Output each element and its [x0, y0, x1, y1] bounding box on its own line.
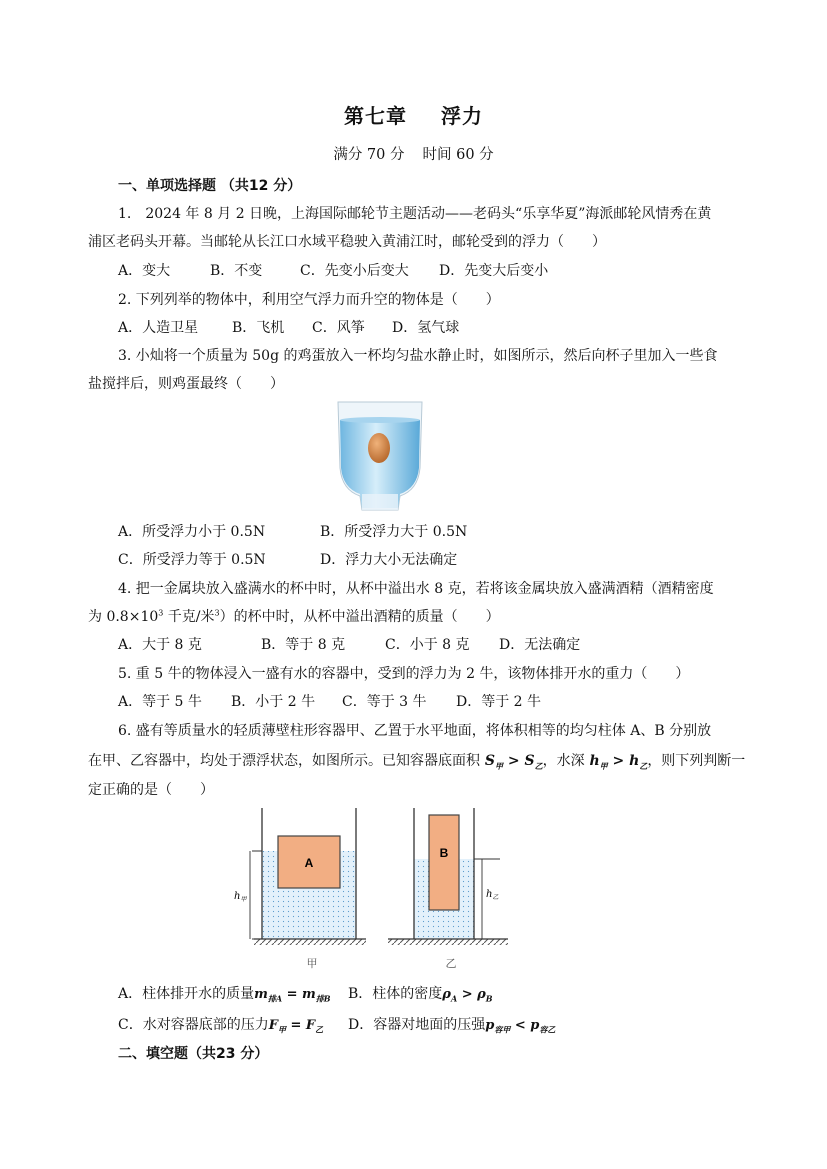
option-d[interactable]: D．氢气球	[392, 320, 460, 336]
question-6-line1: 6. 盛有等质量水的轻质薄壁柱形容器甲、乙置于水平地面，将体积相等的均匀柱体 A、B 分别放	[118, 723, 712, 739]
question-5-line1: 5. 重 5 牛的物体浸入一盛有水的容器中，受到的浮力为 2 牛，该物体排开水的重力（ ）	[118, 666, 690, 682]
option-a[interactable]: A．柱体排开水的质量$m_{排A} = m_{排B}$	[118, 986, 331, 1004]
question-3-line1: 3. 小灿将一个质量为 50g 的鸡蛋放入一杯均匀盐水静止时，如图所示，然后向杯子里加入一些食	[118, 348, 718, 364]
caption-yi: 乙	[445, 957, 457, 970]
question-6-line3: 定正确的是（ ）	[88, 782, 214, 798]
question-1-line1: 1. 2024 年 8 月 2 日晚，上海国际邮轮节主题活动——老码头“乐享华夏”海派邮轮风情秀在黄	[118, 206, 712, 222]
option-c[interactable]: C．风筝	[312, 320, 365, 336]
height-label-1: $h_甲$	[234, 891, 247, 903]
option-c[interactable]: C．所受浮力等于 0.5N	[118, 552, 266, 568]
option-c[interactable]: C．小于 8 克	[385, 637, 470, 653]
option-c[interactable]: C．水对容器底部的压力$F_甲 = F_乙$	[118, 1017, 324, 1035]
block-b	[429, 815, 459, 910]
option-b[interactable]: B．飞机	[232, 320, 285, 336]
exam-info: 满分 70 分 时间 60 分	[333, 147, 494, 163]
option-a[interactable]: A．变大	[118, 263, 171, 279]
question-4-line2: 为 $0.8\times 10^3$ 千克/米$^3$）的杯中时，从杯中溢出酒精的质量（ ）	[88, 608, 500, 625]
option-d[interactable]: D．容器对地面的压强$p_{容甲} < p_{容乙}$	[348, 1017, 556, 1035]
option-b[interactable]: B．不变	[210, 263, 263, 279]
height-label-2: $h_乙$	[486, 889, 499, 901]
section-heading-2: 二、填空题（共23 分）	[118, 1046, 269, 1062]
option-a[interactable]: A．等于 5 牛	[118, 694, 202, 710]
question-1-options	[118, 260, 548, 280]
section-heading: 一、单项选择题 （共12 分）	[118, 178, 302, 194]
question-6-options-row1	[118, 983, 493, 1005]
block-a-label: A	[304, 856, 314, 870]
egg	[368, 433, 390, 463]
question-3-options-row2	[118, 549, 457, 569]
option-d[interactable]: D．浮力大小无法确定	[320, 552, 458, 568]
question-3-line2: 盐搅拌后，则鸡蛋最终（ ）	[88, 376, 284, 392]
question-4-options	[118, 634, 580, 654]
option-d[interactable]: D．无法确定	[499, 637, 581, 653]
question-5-options	[118, 691, 541, 711]
containers-figure	[232, 805, 514, 973]
caption-jia: 甲	[306, 957, 318, 970]
question-1-line2: 浦区老码头开幕。当邮轮从长江口水域平稳驶入黄浦江时，邮轮受到的浮力（ ）	[88, 234, 606, 250]
option-b[interactable]: B．所受浮力大于 0.5N	[320, 524, 468, 540]
option-a[interactable]: A．所受浮力小于 0.5N	[118, 524, 266, 540]
option-b[interactable]: B．等于 8 克	[261, 637, 346, 653]
option-a[interactable]: A．人造卫星	[118, 320, 199, 336]
egg-in-glass-figure	[334, 398, 426, 513]
option-b[interactable]: B．柱体的密度$\rho_A > \rho_B$	[348, 986, 493, 1004]
option-b[interactable]: B．小于 2 牛	[231, 694, 316, 710]
chapter-title: 第七章 浮力	[344, 104, 483, 128]
question-2-options	[118, 317, 459, 337]
option-c[interactable]: C．先变小后变大	[300, 263, 409, 279]
option-d[interactable]: D．等于 2 牛	[456, 694, 542, 710]
option-a[interactable]: A．大于 8 克	[118, 637, 202, 653]
option-c[interactable]: C．等于 3 牛	[342, 694, 427, 710]
question-6-options-row2	[118, 1014, 555, 1036]
question-2-line1: 2. 下列列举的物体中，利用空气浮力而升空的物体是（ ）	[118, 292, 500, 308]
option-d[interactable]: D．先变大后变小	[439, 263, 549, 279]
block-b-label: B	[439, 846, 449, 860]
question-6-line2: 在甲、乙容器中，均处于漂浮状态，如图所示。已知容器底面积 $S_甲 > S_乙$，水深 $h_甲 > h_乙$，则下列判断一	[88, 753, 746, 771]
question-4-line1: 4. 把一金属块放入盛满水的杯中时，从杯中溢出水 8 克，若将该金属块放入盛满酒精（酒精密度	[118, 581, 714, 597]
question-3-options-row1	[118, 521, 467, 541]
